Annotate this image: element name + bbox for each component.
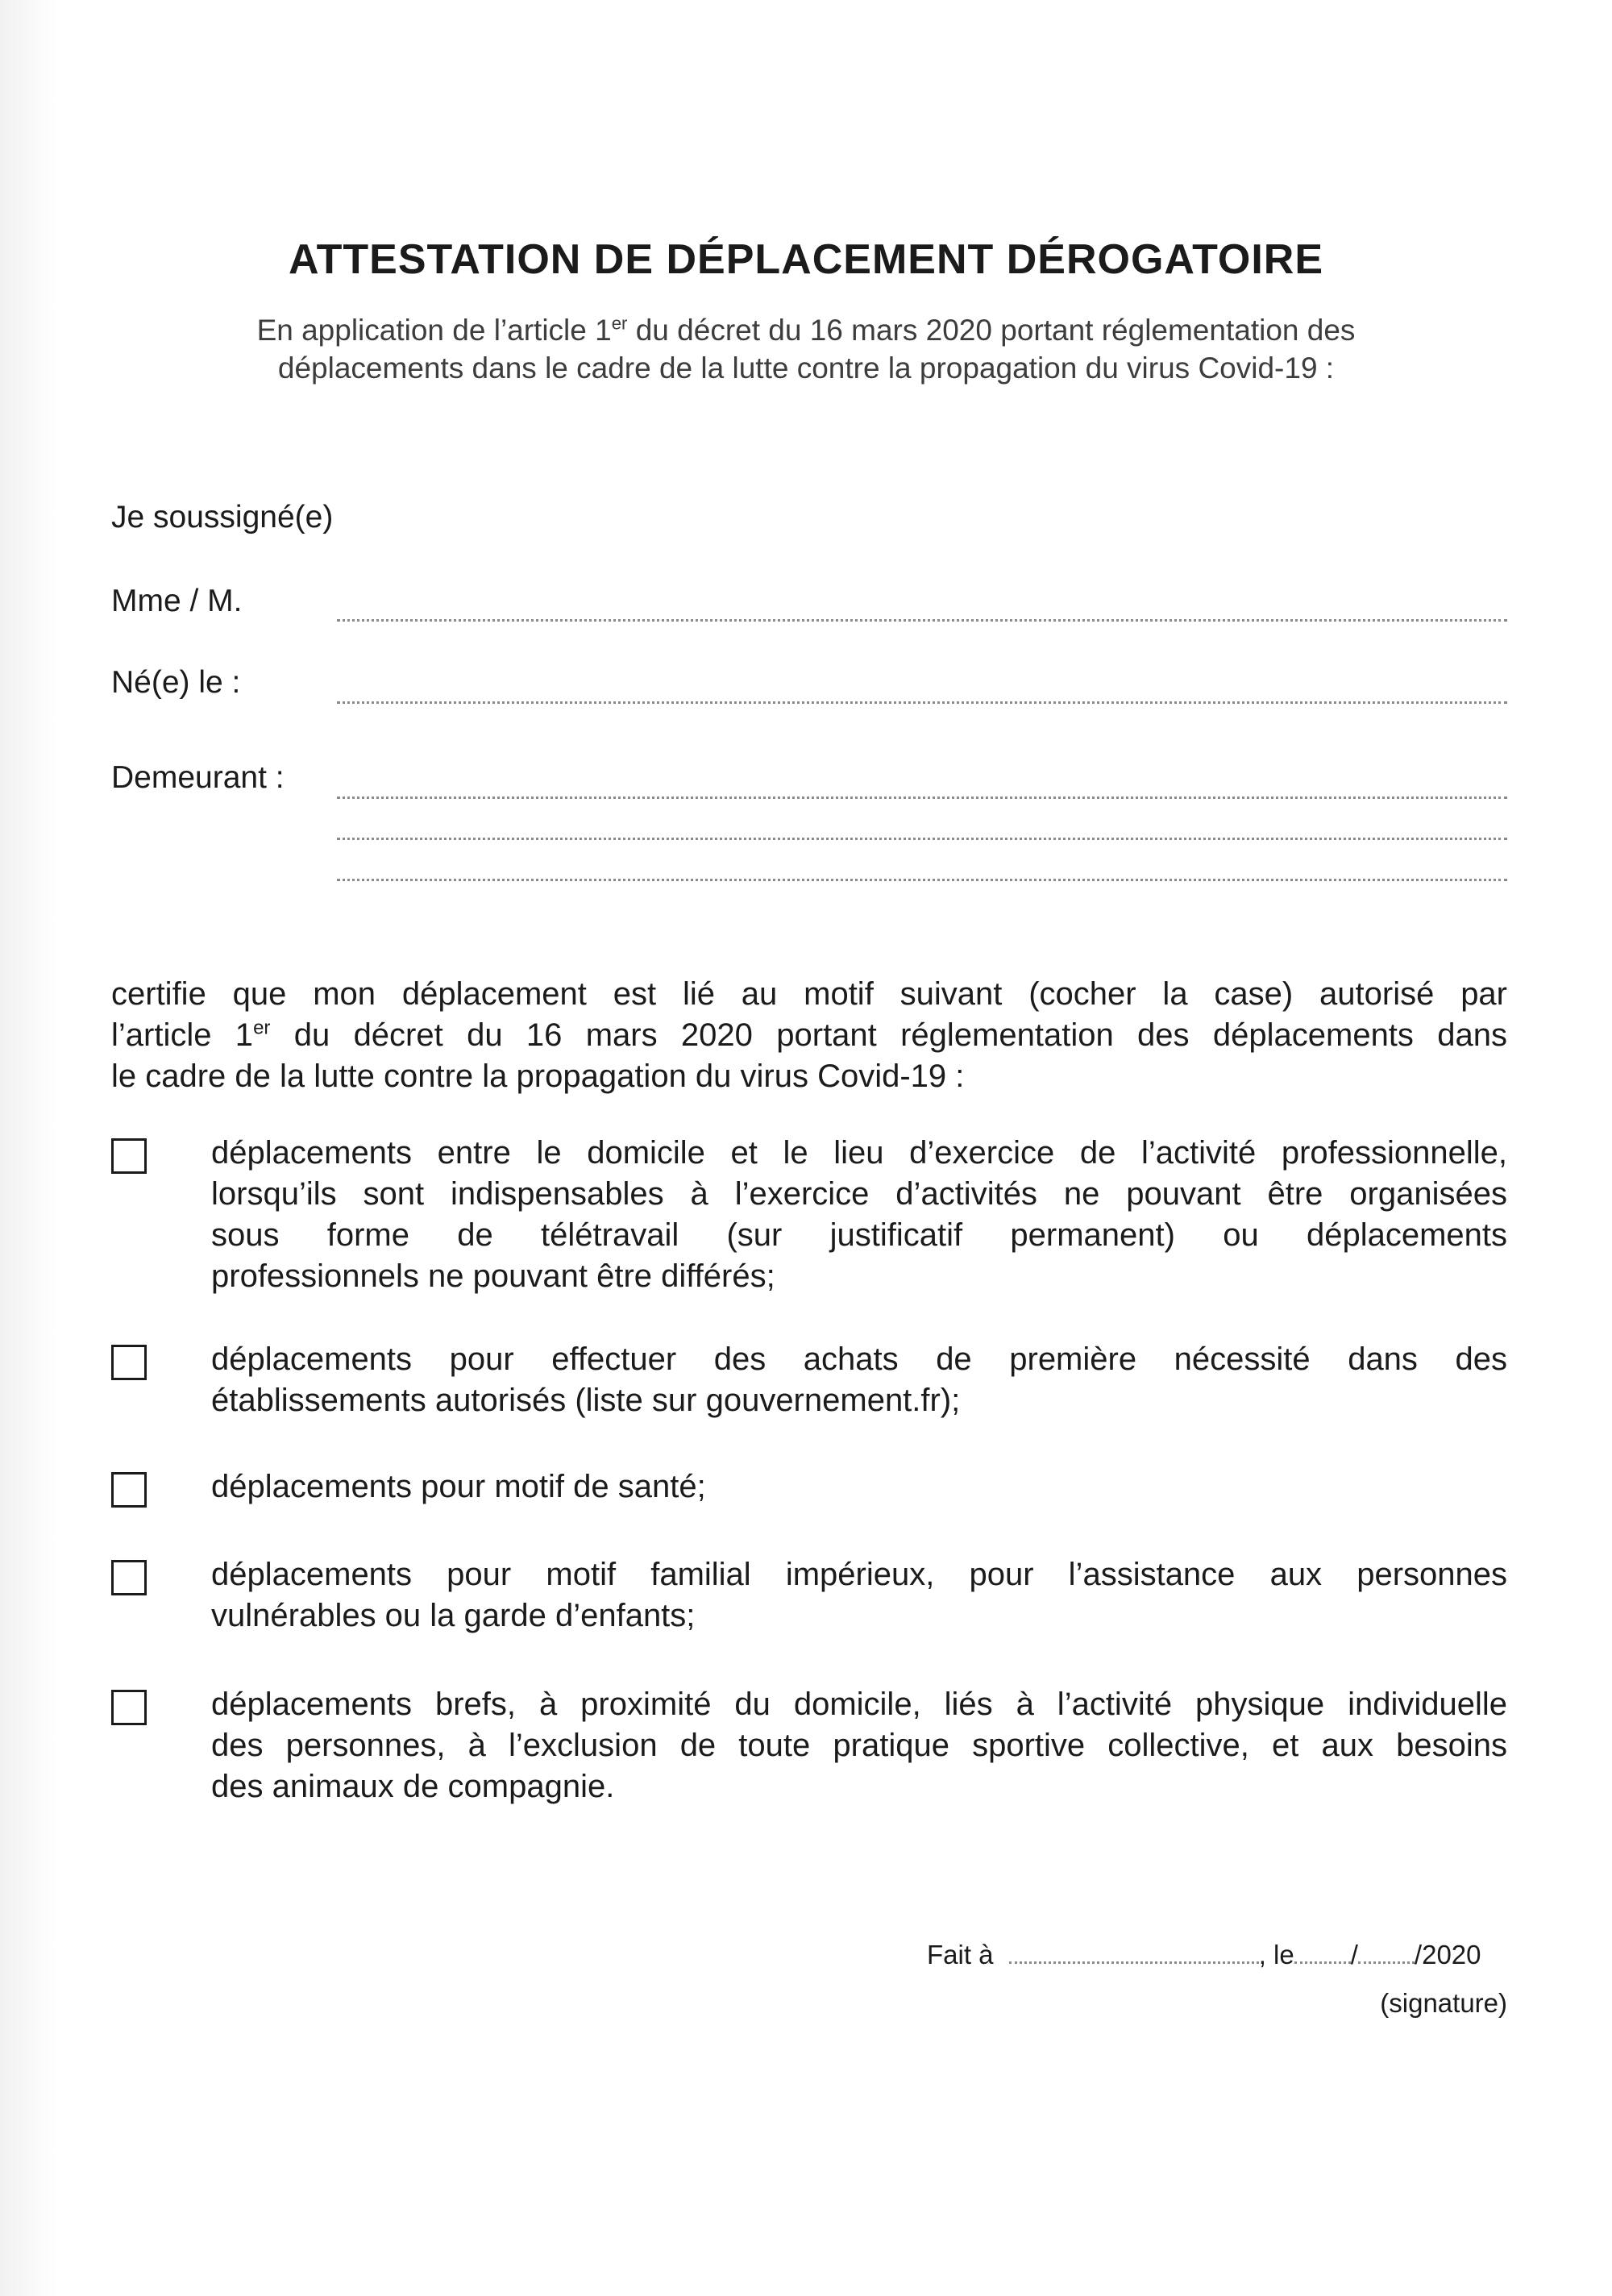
birth-date-label: Né(e) le :: [111, 665, 241, 700]
certify-text: du décret du 16 mars 2020 portant réglementation des déplacements dans: [270, 1017, 1507, 1053]
subtitle-text: du décret du 16 mars 2020 portant réglementation des: [627, 314, 1356, 347]
document-title: ATTESTATION DE DÉPLACEMENT DÉROGATOIRE: [288, 236, 1324, 283]
checkbox-family[interactable]: [111, 1560, 147, 1595]
superscript: er: [253, 1017, 271, 1039]
address-field-line-1[interactable]: [337, 797, 1507, 799]
document-subtitle: [0, 311, 1612, 387]
option-line: établissements autorisés (liste sur gouvernement.fr);: [211, 1383, 961, 1418]
certify-line: le cadre de la lutte contre la propagation du virus Covid-19 :: [111, 1059, 965, 1094]
address-field-line-2[interactable]: [337, 838, 1507, 840]
birth-date-field[interactable]: [337, 701, 1507, 704]
certify-text: l’article 1: [111, 1017, 254, 1053]
option-work-travel: [211, 1133, 1507, 1297]
place-date-line: [927, 1937, 1507, 1973]
subtitle-line-1: [0, 311, 1612, 349]
option-line: déplacements brefs, à proximité du domicile, liés à l’activité physique individuelle: [211, 1687, 1507, 1722]
fait-label: Fait à: [927, 1940, 994, 1969]
checkbox-essential-purchases[interactable]: [111, 1345, 147, 1380]
option-health: [211, 1466, 1507, 1508]
address-field-line-3[interactable]: [337, 879, 1507, 881]
certify-line: certifie que mon déplacement est lié au motif suivant (cocher la case) autorisé par: [111, 976, 1507, 1012]
certify-paragraph: [111, 974, 1507, 1097]
date-separator: /: [1350, 1940, 1358, 1969]
name-label: Mme / M.: [111, 584, 243, 618]
date-le-label: , le: [1258, 1940, 1294, 1969]
option-line: déplacements pour motif familial impérieux, pour l’assistance aux personnes: [211, 1557, 1507, 1592]
checkbox-health[interactable]: [111, 1472, 147, 1508]
option-family: [211, 1554, 1507, 1637]
subtitle-text: En application de l’article 1: [256, 314, 612, 347]
checkbox-work-travel[interactable]: [111, 1138, 147, 1174]
subtitle-line-2: déplacements dans le cadre de la lutte contre la propagation du virus Covid-19 :: [277, 351, 1335, 385]
superscript: er: [611, 313, 628, 334]
year-label: /2020: [1414, 1940, 1481, 1969]
certify-line: [111, 1015, 1507, 1056]
option-line: des animaux de compagnie.: [211, 1769, 615, 1804]
address-label: Demeurant :: [111, 760, 285, 795]
signature-label: (signature): [1380, 1988, 1507, 2018]
checkbox-physical-activity[interactable]: [111, 1690, 147, 1725]
option-line: lorsqu’ils sont indispensables à l’exercice d’activités ne pouvant être organisées: [211, 1176, 1507, 1212]
place-field[interactable]: [1009, 1945, 1259, 1964]
option-line: sous forme de télétravail (sur justificatif permanent) ou déplacements: [211, 1217, 1507, 1253]
month-field[interactable]: [1358, 1945, 1415, 1964]
option-line: déplacements entre le domicile et le lieu d’exercice de l’activité professionnelle,: [211, 1135, 1507, 1171]
option-line: déplacements pour effectuer des achats de première nécessité dans des: [211, 1341, 1507, 1377]
option-line: déplacements pour motif de santé;: [211, 1469, 706, 1504]
intro-label: Je soussigné(e): [111, 500, 334, 534]
option-line: vulnérables ou la garde d’enfants;: [211, 1598, 696, 1633]
day-field[interactable]: [1294, 1945, 1351, 1964]
option-line: des personnes, à l’exclusion de toute pratique sportive collective, et aux besoins: [211, 1728, 1507, 1763]
option-essential-purchases: [211, 1339, 1507, 1421]
option-physical-activity: [211, 1684, 1507, 1807]
name-field[interactable]: [337, 619, 1507, 622]
option-line: professionnels ne pouvant être différés;: [211, 1258, 775, 1294]
